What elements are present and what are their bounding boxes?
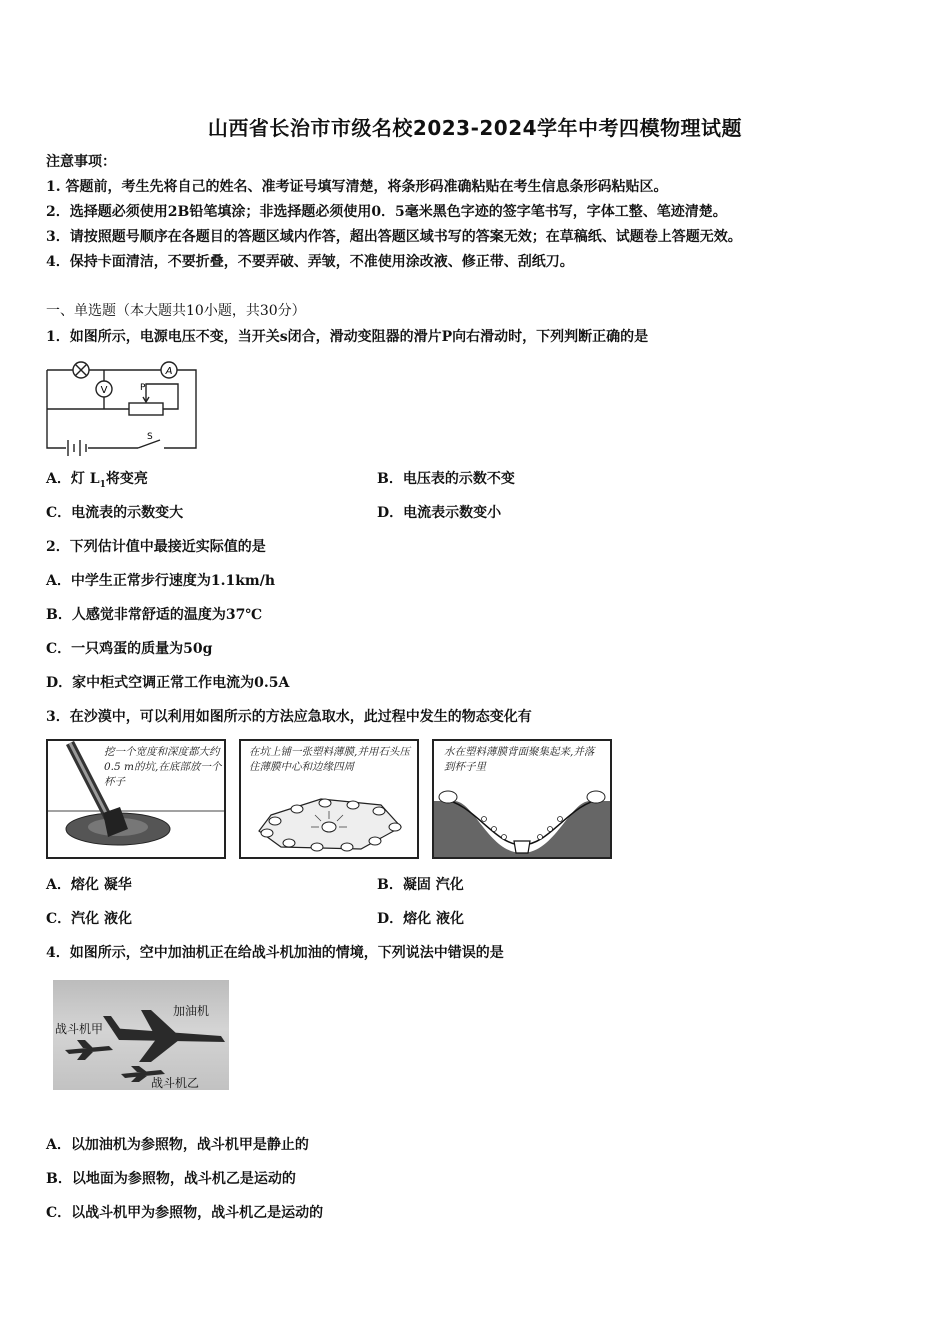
question-1-stem: 1．如图所示，电源电压不变，当开关s闭合，滑动变阻器的滑片P向右滑动时，下列判断正确的是 (46, 329, 649, 345)
question-2-stem: 2．下列估计值中最接近实际值的是 (46, 539, 266, 555)
switch-label: S (147, 432, 153, 442)
panel-2-caption: 在坑上铺一张塑料薄膜,并用石头压住薄膜中心和边缘四周 (249, 746, 410, 773)
option-1c: C．电流表的示数变大 (46, 505, 184, 521)
option-3a: A．熔化 凝华 (46, 877, 132, 893)
question-4-stem: 4．如图所示，空中加油机正在给战斗机加油的情境，下列说法中错误的是 (46, 945, 504, 961)
option-1b: B．电压表的示数不变 (377, 471, 515, 487)
fighter-b-label: 战斗机乙 (151, 1076, 200, 1090)
option-2c: C．一只鸡蛋的质量为50g (46, 641, 213, 657)
water-collection-illustration (434, 741, 610, 857)
desert-panel-1 (46, 739, 226, 859)
plastic-film-illustration (241, 741, 417, 857)
voltmeter-label: V (100, 385, 108, 396)
notice-item: 3．请按照题号顺序在各题目的答题区域内作答，超出答题区域书写的答案无效；在草稿纸、试题卷上答题无效。 (46, 229, 742, 245)
fighter-a-label: 战斗机甲 (55, 1022, 104, 1036)
aerial-refueling-photo (53, 980, 229, 1090)
page-title: 山西省长治市市级名校2023-2024学年中考四模物理试题 (207, 116, 743, 140)
option-3b: B．凝固 汽化 (377, 877, 464, 893)
question-3-stem: 3．在沙漠中，可以利用如图所示的方法应急取水，此过程中发生的物态变化有 (46, 709, 532, 725)
notice-item: 1. 答题前，考生先将自己的姓名、准考证号填写清楚，将条形码准确粘贴在考生信息条形码粘贴区。 (46, 179, 668, 195)
notice-heading: 注意事项： (46, 154, 116, 170)
option-4a: A．以加油机为参照物，战斗机甲是静止的 (46, 1137, 309, 1153)
panel-1-caption: 挖一个宽度和深度都大约0.5 m的坑,在底部放一个杯子 (104, 746, 222, 788)
option-2b: B．人感觉非常舒适的温度为37℃ (46, 607, 263, 623)
option-3d: D．熔化 液化 (377, 911, 465, 927)
option-4b: B．以地面为参照物，战斗机乙是运动的 (46, 1171, 296, 1187)
option-2d: D．家中柜式空调正常工作电流为0.5A (46, 675, 290, 691)
notice-item: 4．保持卡面清洁，不要折叠，不要弄破、弄皱，不准使用涂改液、修正带、刮纸刀。 (46, 254, 574, 270)
ammeter-label: A (165, 366, 173, 377)
option-3c: C．汽化 液化 (46, 911, 133, 927)
tanker-label: 加油机 (173, 1004, 210, 1018)
desert-panel-3 (432, 739, 612, 859)
notice-item: 2．选择题必须使用2B铅笔填涂；非选择题必须使用0．5毫米黑色字迹的签字笔书写，字体工整、笔迹清楚。 (46, 204, 727, 220)
section-heading: 一、单选题（本大题共10小题，共30分） (46, 303, 306, 319)
desert-panel-2 (239, 739, 419, 859)
slider-label: P (140, 383, 146, 393)
circuit-diagram (44, 356, 204, 456)
option-1d: D．电流表示数变小 (377, 505, 502, 521)
option-2a: A．中学生正常步行速度为1.1km/h (46, 573, 276, 589)
option-1a: A．灯 $L_1$将变亮 (46, 471, 148, 490)
option-4c: C．以战斗机甲为参照物，战斗机乙是运动的 (46, 1205, 324, 1221)
panel-3-caption: 水在塑料薄膜背面聚集起来,并落到杯子里 (444, 746, 595, 773)
